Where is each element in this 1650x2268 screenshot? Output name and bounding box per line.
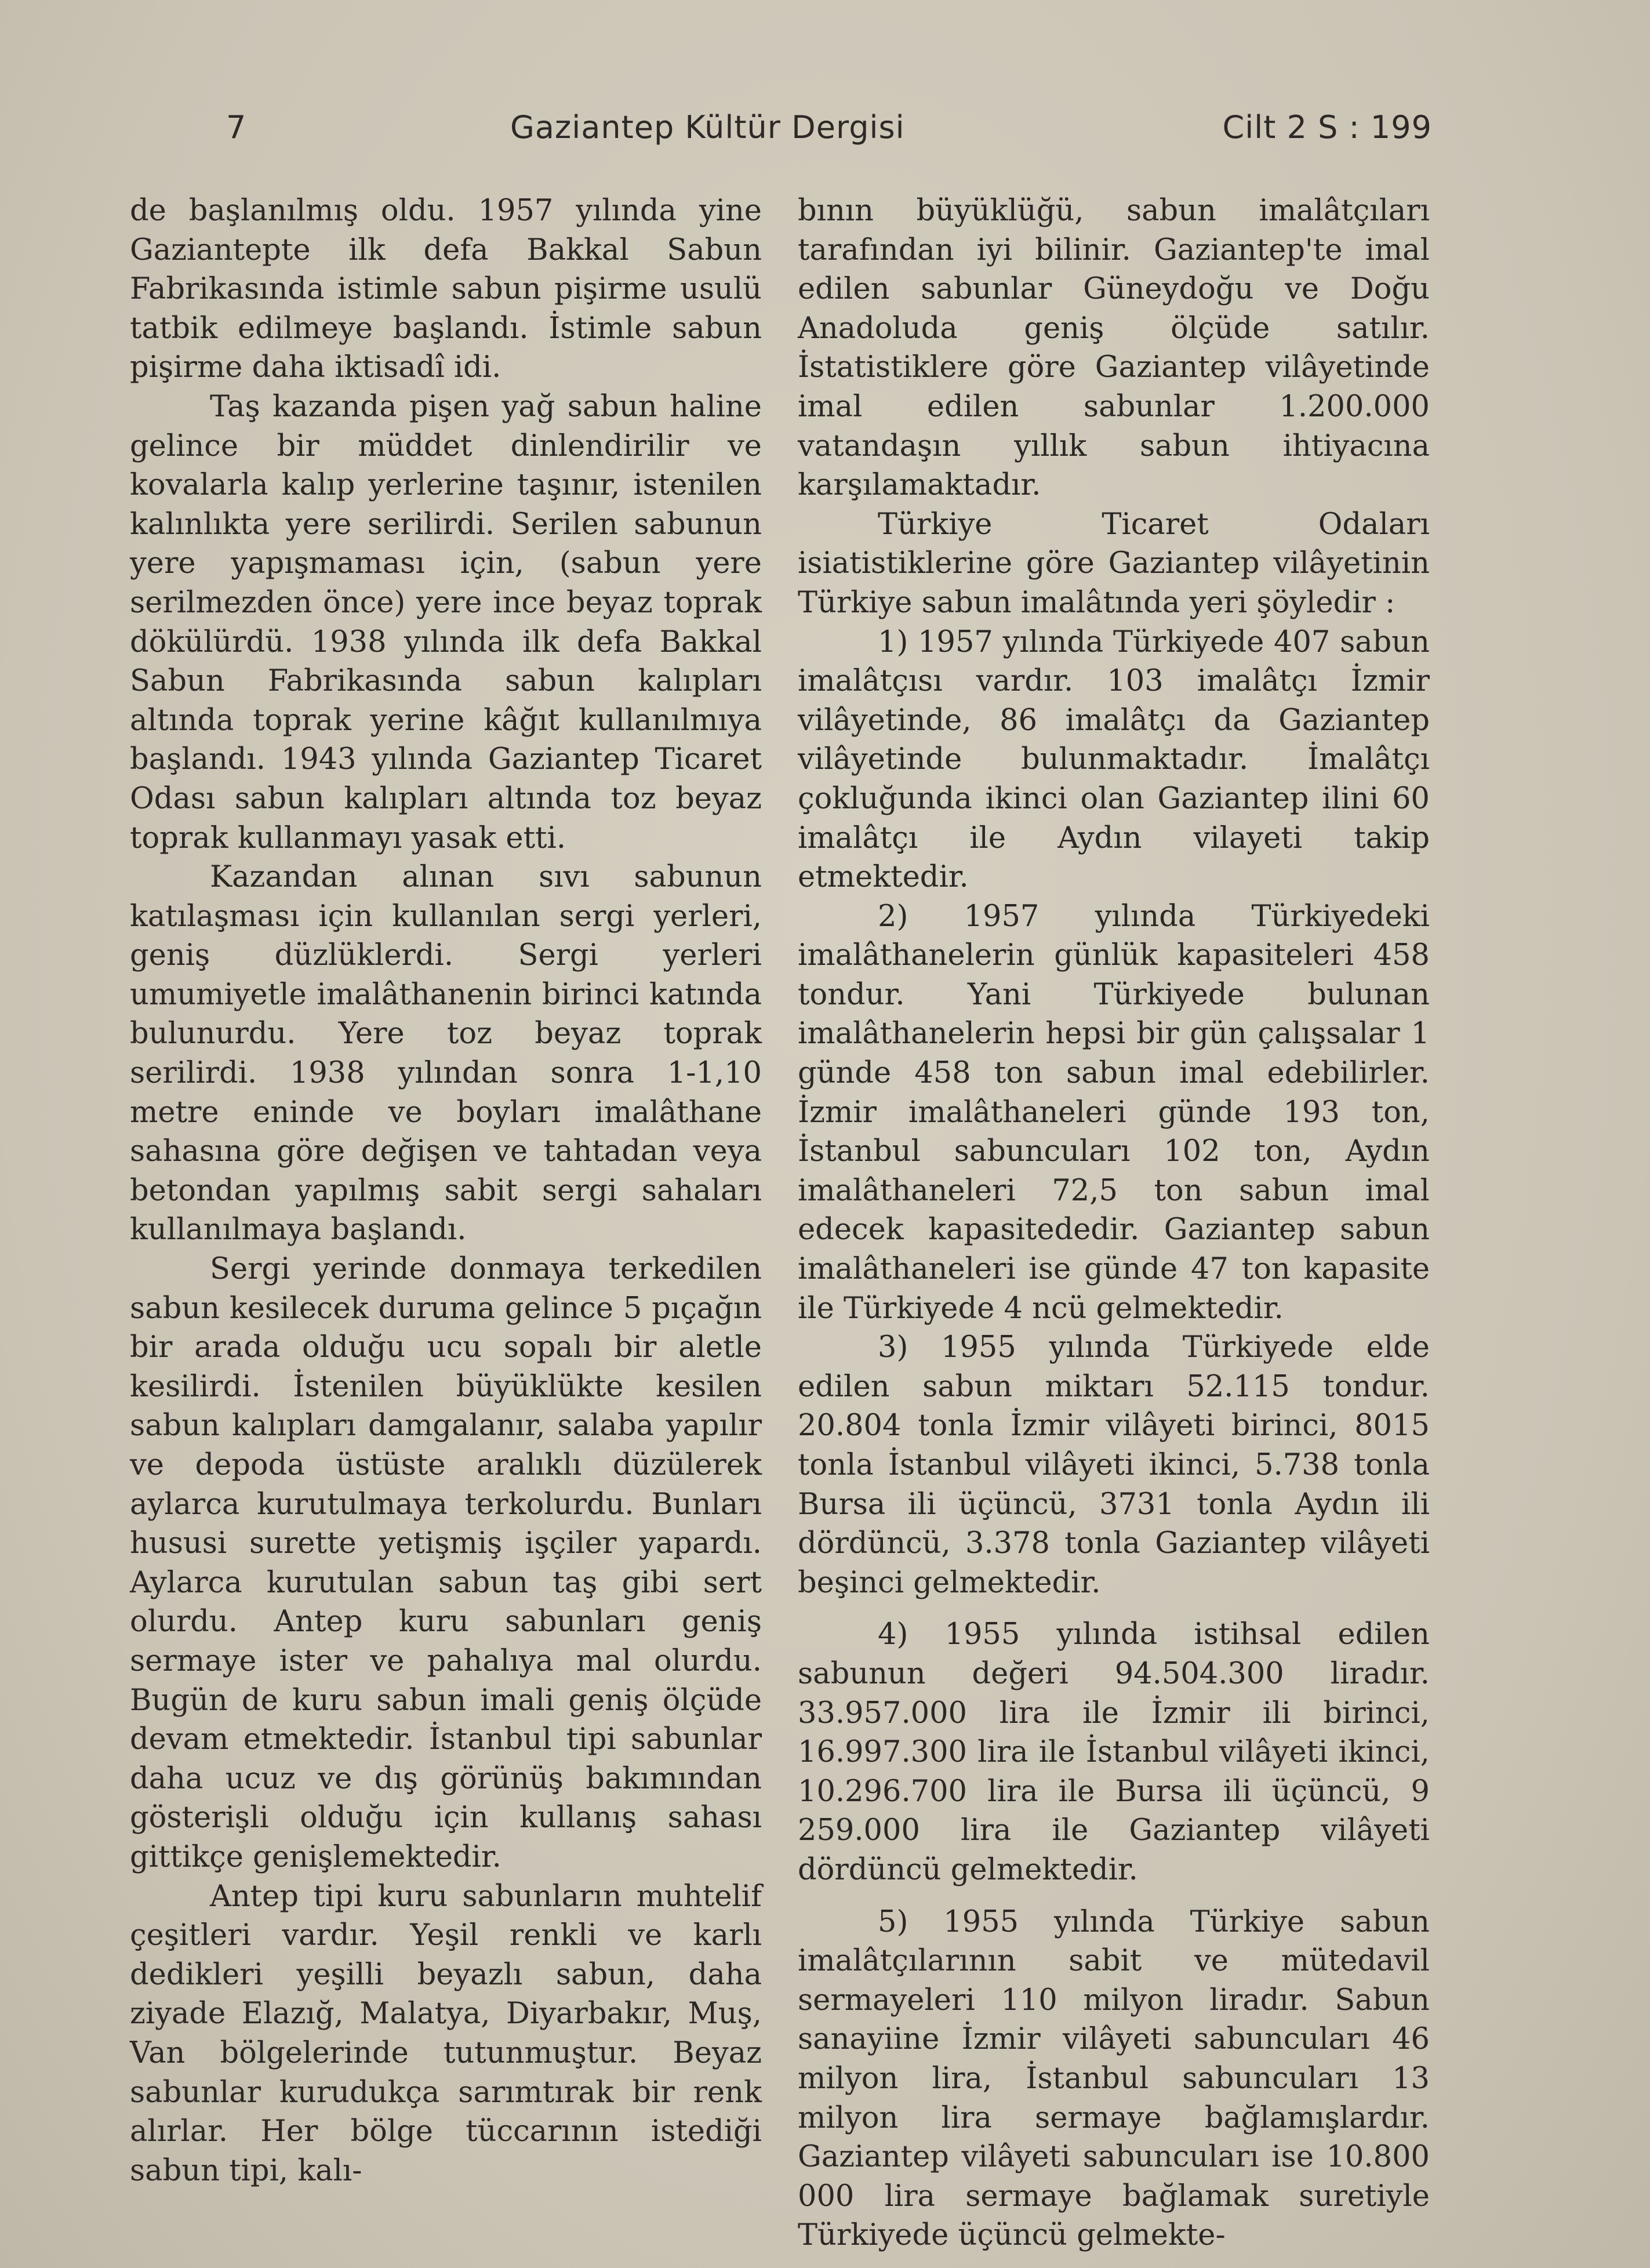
list-item: 1) 1957 yılında Türkiyede 407 sabun imalâtçısı vardır. 103 imalâtçı İzmir vilâyetinde, 86 imalâtçı da Gaziantep vilâyetinde bulunmaktadır. İmalâtçı çokluğunda ikinci olan Gaziantep ilini 60 imalâtçı ile Aydın vilayeti takip etmektedir.	[798, 625, 1430, 895]
list-item: 4) 1955 yılında istihsal edilen sabunun değeri 94.504.300 liradır. 33.957.000 lira ile İzmir ili birinci, 16.997.300 lira ile İstanbul vilâyeti ikinci, 10.296.700 lira ile Bursa ili üçüncü, 9 259.000 lira ile Gaziantep vilâyeti dördüncü gelmektedir.	[798, 1617, 1430, 1887]
list-item: 2) 1957 yılında Türkiyedeki imalâthanelerin günlük kapasiteleri 458 tondur. Yani Türkiyede bulunan imalâthanelerin hepsi bir gün çalışsalar 1 günde 458 ton sabun imal edebilirler. İzmir imalâthaneleri günde 193 ton, İstanbul sabuncuları 102 ton, Aydın imalâthaneleri 72,5 ton sabun imal edecek kapasitededir. Gaziantep sabun imalâthaneleri ise günde 47 ton kapasite ile Türkiyede 4 ncü gelmektedir.	[798, 899, 1430, 1326]
list-item: 5) 1955 yılında Türkiye sabun imalâtçılarının sabit ve mütedavil sermayeleri 110 milyon liradır. Sabun sanayiine İzmir vilâyeti sabuncuları 46 milyon lira, İstanbul sabuncuları 13 milyon lira sermaye bağlamışlardır. Gaziantep vilâyeti sabuncuları ise 10.800 000 lira sermaye bağlamak suretiyle Türkiyede üçüncü gelmekte-	[798, 1904, 1430, 2253]
running-header	[226, 109, 1432, 161]
paragraph: de başlanılmış oldu. 1957 yılında yine Gaziantepte ilk defa Bakkal Sabun Fabrikasında istimle sabun pişirme usulü tatbik edilmeye başlandı. İstimle sabun pişirme daha iktisadî idi.	[130, 194, 762, 385]
left-column	[130, 191, 762, 2190]
right-column	[798, 191, 1430, 2255]
paragraph: Türkiye Ticaret Odaları isiatistiklerine göre Gaziantep vilâyetinin Türkiye sabun imalâtında yeri şöyledir :	[798, 507, 1430, 620]
paragraph: Taş kazanda pişen yağ sabun haline gelince bir müddet dinlendirilir ve kovalarla kalıp yerlerine taşınır, istenilen kalınlıkta yere serilirdi. Serilen sabunun yere yapışmaması için, (sabun yere serilmezden önce) yere ince beyaz toprak dökülürdü. 1938 yılında ilk defa Bakkal Sabun Fabrikasında sabun kalıpları altında toprak yerine kâğıt kullanılmıya başlandı. 1943 yılında Gaziantep Ticaret Odası sabun kalıpları altında toz beyaz toprak kullanmayı yasak etti.	[130, 389, 762, 855]
paragraph: Antep tipi kuru sabunların muhtelif çeşitleri vardır. Yeşil renkli ve karlı dedikleri yeşilli beyazlı sabun, daha ziyade Elazığ, Malatya, Diyarbakır, Muş, Van bölgelerinde tutunmuştur. Beyaz sabunlar kurudukça sarımtırak bir renk alırlar. Her bölge tüccarının istediği sabun tipi, kalı-	[130, 1879, 762, 2188]
paragraph: Kazandan alınan sıvı sabunun katılaşması için kullanılan sergi yerleri, geniş düzlüklerdi. Sergi yerleri umumiyetle imalâthanenin birinci katında bulunurdu. Yere toz beyaz toprak serilirdi. 1938 yılından sonra 1-1,10 metre eninde ve boyları imalâthane sahasına göre değişen ve tahtadan veya betondan yapılmış sabit sergi sahaları kullanılmaya başlandı.	[130, 860, 762, 1247]
paragraph: bının büyüklüğü, sabun imalâtçıları tarafından iyi bilinir. Gaziantep'te imal edilen sabunlar Güneydoğu ve Doğu Anadoluda geniş ölçüde satılır. İstatistiklere göre Gaziantep vilâyetinde imal edilen sabunlar 1.200.000 vatandaşın yıllık sabun ihtiyacına karşılamaktadır.	[798, 194, 1430, 503]
page-number: 7	[226, 109, 247, 146]
volume-issue: Cilt 2 S : 199	[1222, 109, 1432, 146]
journal-title: Gaziantep Kültür Dergisi	[510, 109, 905, 146]
paragraph: Sergi yerinde donmaya terkedilen sabun kesilecek duruma gelince 5 pıçağın bir arada olduğu ucu sopalı bir aletle kesilirdi. İstenilen büyüklükte kesilen sabun kalıpları damgalanır, salaba yapılır ve depoda üstüste aralıklı düzülerek aylarca kurutulmaya terkolurdu. Bunları hususi surette yetişmiş işçiler yapardı. Aylarca kurutulan sabun taş gibi sert olurdu. Antep kuru sabunları geniş sermaye ister ve pahalıya mal olurdu. Bugün de kuru sabun imali geniş ölçüde devam etmektedir. İstanbul tipi sabunlar daha ucuz ve dış görünüş bakımından gösterişli olduğu için kullanış sahası gittikçe genişlemektedir.	[130, 1252, 762, 1874]
list-item: 3) 1955 yılında Türkiyede elde edilen sabun miktarı 52.115 tondur. 20.804 tonla İzmir vilâyeti birinci, 8015 tonla İstanbul vilâyeti ikinci, 5.738 tonla Bursa ili üçüncü, 3731 tonla Aydın ili dördüncü, 3.378 tonla Gaziantep vilâyeti beşinci gelmektedir.	[798, 1330, 1430, 1600]
